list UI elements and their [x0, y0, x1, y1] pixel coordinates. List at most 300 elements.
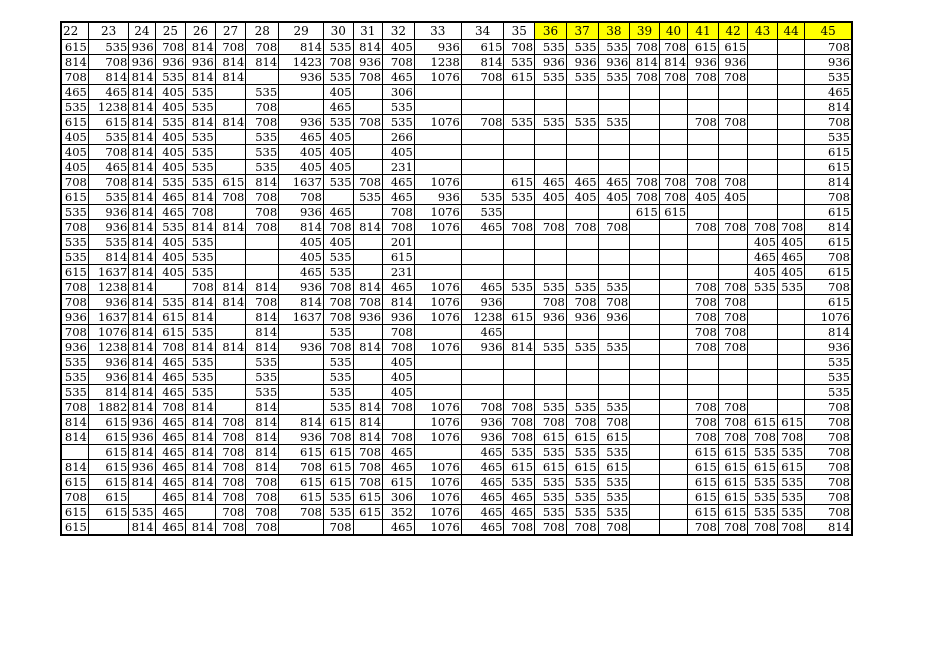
- table-cell[interactable]: 708: [324, 280, 354, 295]
- table-cell[interactable]: [461, 370, 504, 385]
- table-cell[interactable]: 465: [155, 520, 186, 536]
- table-cell[interactable]: 1076: [414, 115, 461, 130]
- table-cell[interactable]: [630, 295, 660, 310]
- table-cell[interactable]: 535: [504, 475, 535, 490]
- table-cell[interactable]: 535: [324, 400, 354, 415]
- table-cell[interactable]: 535: [324, 325, 354, 340]
- table-cell[interactable]: 814: [215, 115, 246, 130]
- table-cell[interactable]: 814: [129, 235, 155, 250]
- table-cell[interactable]: 1076: [414, 175, 461, 190]
- table-cell[interactable]: [748, 130, 778, 145]
- table-cell[interactable]: 465: [598, 175, 630, 190]
- table-cell[interactable]: 615: [718, 490, 748, 505]
- table-cell[interactable]: [748, 340, 778, 355]
- table-cell[interactable]: 535: [383, 100, 415, 115]
- table-cell[interactable]: 708: [504, 220, 535, 235]
- table-cell[interactable]: [688, 370, 719, 385]
- column-header[interactable]: 34: [461, 22, 504, 40]
- table-cell[interactable]: 936: [279, 280, 324, 295]
- table-cell[interactable]: [598, 370, 630, 385]
- table-cell[interactable]: [777, 370, 804, 385]
- table-cell[interactable]: 814: [129, 205, 155, 220]
- table-cell[interactable]: 814: [353, 430, 383, 445]
- table-cell[interactable]: 615: [383, 475, 415, 490]
- table-cell[interactable]: [777, 40, 804, 55]
- table-cell[interactable]: 615: [748, 460, 778, 475]
- column-header[interactable]: 29: [279, 22, 324, 40]
- table-cell[interactable]: 1238: [88, 280, 128, 295]
- table-cell[interactable]: 708: [246, 40, 279, 55]
- column-header[interactable]: 30: [324, 22, 354, 40]
- table-cell[interactable]: 708: [246, 475, 279, 490]
- table-cell[interactable]: 936: [535, 310, 567, 325]
- table-cell[interactable]: 615: [88, 115, 128, 130]
- table-cell[interactable]: 814: [630, 55, 660, 70]
- table-cell[interactable]: 708: [777, 430, 804, 445]
- table-cell[interactable]: [535, 205, 567, 220]
- table-cell[interactable]: 615: [504, 175, 535, 190]
- table-cell[interactable]: 814: [186, 70, 216, 85]
- table-cell[interactable]: 535: [777, 475, 804, 490]
- table-cell[interactable]: 535: [748, 280, 778, 295]
- table-cell[interactable]: 708: [353, 445, 383, 460]
- table-cell[interactable]: 465: [461, 505, 504, 520]
- table-cell[interactable]: 936: [805, 55, 852, 70]
- table-cell[interactable]: 708: [383, 325, 415, 340]
- table-cell[interactable]: 615: [88, 490, 128, 505]
- table-cell[interactable]: [353, 265, 383, 280]
- table-cell[interactable]: 1238: [88, 100, 128, 115]
- table-cell[interactable]: 1637: [279, 310, 324, 325]
- table-cell[interactable]: 708: [805, 430, 852, 445]
- table-cell[interactable]: 814: [186, 310, 216, 325]
- table-cell[interactable]: 708: [383, 430, 415, 445]
- table-cell[interactable]: 814: [61, 415, 88, 430]
- table-cell[interactable]: 936: [461, 340, 504, 355]
- table-cell[interactable]: [688, 160, 719, 175]
- table-cell[interactable]: [598, 355, 630, 370]
- table-cell[interactable]: 535: [748, 445, 778, 460]
- table-cell[interactable]: [748, 205, 778, 220]
- table-cell[interactable]: 814: [129, 340, 155, 355]
- table-cell[interactable]: 708: [246, 505, 279, 520]
- column-header[interactable]: 32: [383, 22, 415, 40]
- table-cell[interactable]: 708: [688, 520, 719, 536]
- table-cell[interactable]: 615: [535, 430, 567, 445]
- table-cell[interactable]: 465: [383, 445, 415, 460]
- table-cell[interactable]: 814: [805, 175, 852, 190]
- table-cell[interactable]: 814: [129, 445, 155, 460]
- table-cell[interactable]: [777, 115, 804, 130]
- column-header[interactable]: 38: [598, 22, 630, 40]
- table-cell[interactable]: 936: [353, 55, 383, 70]
- column-header[interactable]: 41: [688, 22, 719, 40]
- table-cell[interactable]: [598, 85, 630, 100]
- table-cell[interactable]: 615: [88, 460, 128, 475]
- table-cell[interactable]: 405: [61, 145, 88, 160]
- table-cell[interactable]: 708: [535, 415, 567, 430]
- table-cell[interactable]: 535: [504, 280, 535, 295]
- table-cell[interactable]: 535: [598, 505, 630, 520]
- column-header[interactable]: 25: [155, 22, 186, 40]
- table-cell[interactable]: 535: [129, 505, 155, 520]
- table-cell[interactable]: [718, 235, 748, 250]
- table-cell[interactable]: 708: [718, 175, 748, 190]
- table-cell[interactable]: [748, 370, 778, 385]
- table-cell[interactable]: 708: [504, 400, 535, 415]
- table-cell[interactable]: 615: [805, 145, 852, 160]
- table-cell[interactable]: 615: [61, 505, 88, 520]
- table-cell[interactable]: 814: [61, 430, 88, 445]
- table-cell[interactable]: 708: [718, 70, 748, 85]
- table-cell[interactable]: [598, 205, 630, 220]
- table-cell[interactable]: [461, 85, 504, 100]
- table-cell[interactable]: 535: [324, 115, 354, 130]
- table-cell[interactable]: 615: [353, 505, 383, 520]
- table-cell[interactable]: [659, 325, 687, 340]
- table-cell[interactable]: [504, 250, 535, 265]
- table-cell[interactable]: [461, 100, 504, 115]
- table-cell[interactable]: 465: [566, 175, 598, 190]
- table-cell[interactable]: [279, 355, 324, 370]
- table-cell[interactable]: 615: [61, 40, 88, 55]
- table-cell[interactable]: 708: [61, 175, 88, 190]
- table-cell[interactable]: 535: [598, 40, 630, 55]
- table-cell[interactable]: [414, 160, 461, 175]
- table-cell[interactable]: 405: [324, 145, 354, 160]
- table-cell[interactable]: 814: [186, 295, 216, 310]
- table-cell[interactable]: [246, 70, 279, 85]
- table-cell[interactable]: 708: [246, 190, 279, 205]
- table-cell[interactable]: [718, 355, 748, 370]
- table-cell[interactable]: 814: [353, 40, 383, 55]
- table-cell[interactable]: [659, 100, 687, 115]
- table-cell[interactable]: 708: [186, 205, 216, 220]
- table-cell[interactable]: [353, 385, 383, 400]
- table-cell[interactable]: [718, 250, 748, 265]
- table-cell[interactable]: 708: [246, 295, 279, 310]
- table-cell[interactable]: 814: [461, 55, 504, 70]
- table-cell[interactable]: 465: [155, 445, 186, 460]
- table-cell[interactable]: [659, 280, 687, 295]
- table-cell[interactable]: 535: [186, 370, 216, 385]
- table-cell[interactable]: [598, 250, 630, 265]
- table-cell[interactable]: 814: [129, 250, 155, 265]
- table-cell[interactable]: 708: [246, 520, 279, 536]
- table-cell[interactable]: 535: [61, 355, 88, 370]
- table-cell[interactable]: 936: [155, 55, 186, 70]
- table-cell[interactable]: 936: [129, 460, 155, 475]
- table-cell[interactable]: [659, 85, 687, 100]
- table-cell[interactable]: 1076: [414, 415, 461, 430]
- table-cell[interactable]: 615: [777, 460, 804, 475]
- table-cell[interactable]: 708: [383, 340, 415, 355]
- column-header[interactable]: 43: [748, 22, 778, 40]
- table-cell[interactable]: 535: [155, 175, 186, 190]
- table-cell[interactable]: [461, 265, 504, 280]
- table-cell[interactable]: 814: [279, 295, 324, 310]
- table-cell[interactable]: 936: [718, 55, 748, 70]
- table-cell[interactable]: [748, 385, 778, 400]
- table-cell[interactable]: 535: [186, 145, 216, 160]
- table-cell[interactable]: 1076: [414, 295, 461, 310]
- table-cell[interactable]: 465: [155, 460, 186, 475]
- table-cell[interactable]: 535: [246, 85, 279, 100]
- table-cell[interactable]: 708: [88, 55, 128, 70]
- table-cell[interactable]: [748, 310, 778, 325]
- table-cell[interactable]: [630, 430, 660, 445]
- table-cell[interactable]: 1076: [414, 505, 461, 520]
- table-cell[interactable]: 708: [598, 520, 630, 536]
- table-cell[interactable]: [383, 415, 415, 430]
- table-cell[interactable]: 405: [718, 190, 748, 205]
- column-header[interactable]: 26: [186, 22, 216, 40]
- table-cell[interactable]: 708: [566, 415, 598, 430]
- table-cell[interactable]: 708: [598, 415, 630, 430]
- table-cell[interactable]: 535: [186, 130, 216, 145]
- table-cell[interactable]: 535: [383, 115, 415, 130]
- table-cell[interactable]: 814: [659, 55, 687, 70]
- table-cell[interactable]: 535: [246, 355, 279, 370]
- table-cell[interactable]: 615: [718, 505, 748, 520]
- table-cell[interactable]: [353, 160, 383, 175]
- table-cell[interactable]: 535: [777, 280, 804, 295]
- table-cell[interactable]: 465: [155, 355, 186, 370]
- table-cell[interactable]: [353, 520, 383, 536]
- table-cell[interactable]: [630, 85, 660, 100]
- table-cell[interactable]: 708: [688, 220, 719, 235]
- table-cell[interactable]: 465: [461, 475, 504, 490]
- table-cell[interactable]: [566, 145, 598, 160]
- table-cell[interactable]: 708: [688, 115, 719, 130]
- table-cell[interactable]: 814: [186, 220, 216, 235]
- table-cell[interactable]: [777, 130, 804, 145]
- table-cell[interactable]: [215, 310, 246, 325]
- table-cell[interactable]: [688, 205, 719, 220]
- table-cell[interactable]: [630, 505, 660, 520]
- table-cell[interactable]: 708: [504, 415, 535, 430]
- table-cell[interactable]: 615: [279, 490, 324, 505]
- table-cell[interactable]: 708: [215, 40, 246, 55]
- table-cell[interactable]: 615: [279, 475, 324, 490]
- table-cell[interactable]: 814: [215, 70, 246, 85]
- table-cell[interactable]: 708: [353, 70, 383, 85]
- table-cell[interactable]: [630, 130, 660, 145]
- table-cell[interactable]: 708: [353, 175, 383, 190]
- table-cell[interactable]: 615: [688, 475, 719, 490]
- table-cell[interactable]: 708: [805, 505, 852, 520]
- table-cell[interactable]: 814: [246, 325, 279, 340]
- table-cell[interactable]: 535: [777, 445, 804, 460]
- table-cell[interactable]: 535: [535, 280, 567, 295]
- table-cell[interactable]: 535: [61, 250, 88, 265]
- table-cell[interactable]: 708: [688, 340, 719, 355]
- table-cell[interactable]: 708: [61, 220, 88, 235]
- table-cell[interactable]: [566, 370, 598, 385]
- table-cell[interactable]: 535: [461, 205, 504, 220]
- table-cell[interactable]: [659, 370, 687, 385]
- table-cell[interactable]: 405: [155, 100, 186, 115]
- column-header[interactable]: 27: [215, 22, 246, 40]
- table-cell[interactable]: [215, 370, 246, 385]
- table-cell[interactable]: [353, 355, 383, 370]
- table-cell[interactable]: [718, 100, 748, 115]
- table-cell[interactable]: [504, 295, 535, 310]
- table-cell[interactable]: 535: [186, 325, 216, 340]
- table-cell[interactable]: 405: [383, 370, 415, 385]
- table-cell[interactable]: [748, 85, 778, 100]
- table-cell[interactable]: 535: [186, 265, 216, 280]
- table-cell[interactable]: [688, 235, 719, 250]
- table-cell[interactable]: [630, 100, 660, 115]
- table-cell[interactable]: 936: [414, 190, 461, 205]
- table-cell[interactable]: 535: [805, 130, 852, 145]
- table-cell[interactable]: 708: [688, 295, 719, 310]
- table-cell[interactable]: [659, 385, 687, 400]
- table-cell[interactable]: 814: [279, 415, 324, 430]
- table-cell[interactable]: 708: [61, 400, 88, 415]
- table-cell[interactable]: [777, 160, 804, 175]
- table-cell[interactable]: [566, 355, 598, 370]
- table-cell[interactable]: 708: [215, 520, 246, 536]
- table-cell[interactable]: 814: [353, 280, 383, 295]
- table-cell[interactable]: [566, 325, 598, 340]
- table-cell[interactable]: 936: [279, 340, 324, 355]
- table-cell[interactable]: [461, 235, 504, 250]
- table-cell[interactable]: [414, 145, 461, 160]
- table-cell[interactable]: [353, 100, 383, 115]
- table-cell[interactable]: [414, 130, 461, 145]
- table-cell[interactable]: 814: [88, 250, 128, 265]
- table-cell[interactable]: 535: [748, 490, 778, 505]
- table-cell[interactable]: [215, 205, 246, 220]
- table-cell[interactable]: 814: [246, 445, 279, 460]
- table-cell[interactable]: 708: [61, 490, 88, 505]
- table-cell[interactable]: 535: [504, 55, 535, 70]
- table-cell[interactable]: 708: [718, 520, 748, 536]
- table-cell[interactable]: 465: [155, 505, 186, 520]
- table-cell[interactable]: [598, 265, 630, 280]
- table-cell[interactable]: 814: [279, 40, 324, 55]
- table-cell[interactable]: 708: [659, 40, 687, 55]
- table-cell[interactable]: 814: [88, 70, 128, 85]
- table-cell[interactable]: [535, 160, 567, 175]
- table-cell[interactable]: 465: [155, 190, 186, 205]
- column-header[interactable]: 35: [504, 22, 535, 40]
- table-cell[interactable]: [748, 190, 778, 205]
- table-cell[interactable]: 814: [129, 520, 155, 536]
- table-cell[interactable]: 708: [688, 400, 719, 415]
- table-cell[interactable]: [566, 235, 598, 250]
- table-cell[interactable]: [598, 160, 630, 175]
- table-cell[interactable]: 936: [129, 55, 155, 70]
- table-cell[interactable]: 535: [155, 220, 186, 235]
- table-cell[interactable]: 708: [630, 175, 660, 190]
- table-cell[interactable]: 708: [718, 400, 748, 415]
- table-cell[interactable]: [659, 265, 687, 280]
- table-cell[interactable]: 708: [504, 430, 535, 445]
- table-cell[interactable]: 615: [215, 175, 246, 190]
- table-cell[interactable]: 405: [155, 130, 186, 145]
- table-cell[interactable]: [504, 130, 535, 145]
- table-cell[interactable]: 465: [805, 85, 852, 100]
- table-cell[interactable]: [718, 265, 748, 280]
- table-cell[interactable]: 708: [805, 445, 852, 460]
- table-cell[interactable]: 535: [246, 160, 279, 175]
- table-cell[interactable]: 708: [598, 295, 630, 310]
- table-cell[interactable]: 535: [535, 505, 567, 520]
- table-cell[interactable]: [718, 370, 748, 385]
- column-header[interactable]: 42: [718, 22, 748, 40]
- table-cell[interactable]: 1238: [414, 55, 461, 70]
- table-cell[interactable]: [461, 175, 504, 190]
- table-cell[interactable]: 405: [155, 145, 186, 160]
- table-cell[interactable]: 708: [61, 70, 88, 85]
- table-cell[interactable]: 405: [535, 190, 567, 205]
- table-cell[interactable]: [215, 325, 246, 340]
- table-cell[interactable]: 708: [805, 490, 852, 505]
- table-cell[interactable]: [659, 460, 687, 475]
- table-cell[interactable]: [659, 445, 687, 460]
- table-cell[interactable]: 936: [461, 295, 504, 310]
- table-cell[interactable]: 535: [566, 475, 598, 490]
- table-cell[interactable]: 306: [383, 85, 415, 100]
- table-cell[interactable]: 535: [353, 190, 383, 205]
- table-cell[interactable]: 708: [777, 220, 804, 235]
- table-cell[interactable]: 708: [566, 220, 598, 235]
- table-cell[interactable]: 708: [688, 325, 719, 340]
- table-cell[interactable]: 535: [246, 385, 279, 400]
- table-cell[interactable]: 535: [598, 490, 630, 505]
- table-cell[interactable]: 936: [566, 310, 598, 325]
- table-cell[interactable]: 405: [279, 145, 324, 160]
- table-cell[interactable]: 814: [805, 520, 852, 536]
- table-cell[interactable]: 465: [155, 385, 186, 400]
- table-cell[interactable]: 814: [129, 190, 155, 205]
- table-cell[interactable]: [504, 145, 535, 160]
- table-cell[interactable]: 814: [246, 310, 279, 325]
- table-cell[interactable]: [688, 145, 719, 160]
- table-cell[interactable]: 708: [748, 220, 778, 235]
- table-cell[interactable]: 708: [805, 190, 852, 205]
- table-cell[interactable]: [630, 160, 660, 175]
- table-cell[interactable]: 814: [186, 475, 216, 490]
- table-cell[interactable]: 814: [129, 70, 155, 85]
- table-cell[interactable]: 615: [324, 415, 354, 430]
- table-cell[interactable]: 535: [186, 355, 216, 370]
- table-cell[interactable]: [598, 385, 630, 400]
- table-cell[interactable]: [777, 85, 804, 100]
- table-cell[interactable]: [630, 145, 660, 160]
- column-header[interactable]: 44: [777, 22, 804, 40]
- table-cell[interactable]: 814: [186, 520, 216, 536]
- table-cell[interactable]: 708: [659, 70, 687, 85]
- table-cell[interactable]: 535: [566, 115, 598, 130]
- table-cell[interactable]: [414, 100, 461, 115]
- table-cell[interactable]: 535: [88, 40, 128, 55]
- table-cell[interactable]: 405: [155, 85, 186, 100]
- table-cell[interactable]: 936: [279, 70, 324, 85]
- table-cell[interactable]: 615: [805, 160, 852, 175]
- table-cell[interactable]: 535: [535, 70, 567, 85]
- table-cell[interactable]: [566, 250, 598, 265]
- table-cell[interactable]: 535: [535, 400, 567, 415]
- table-cell[interactable]: [414, 445, 461, 460]
- table-cell[interactable]: 1882: [88, 400, 128, 415]
- table-cell[interactable]: 708: [186, 280, 216, 295]
- table-cell[interactable]: 814: [246, 400, 279, 415]
- table-cell[interactable]: 708: [61, 325, 88, 340]
